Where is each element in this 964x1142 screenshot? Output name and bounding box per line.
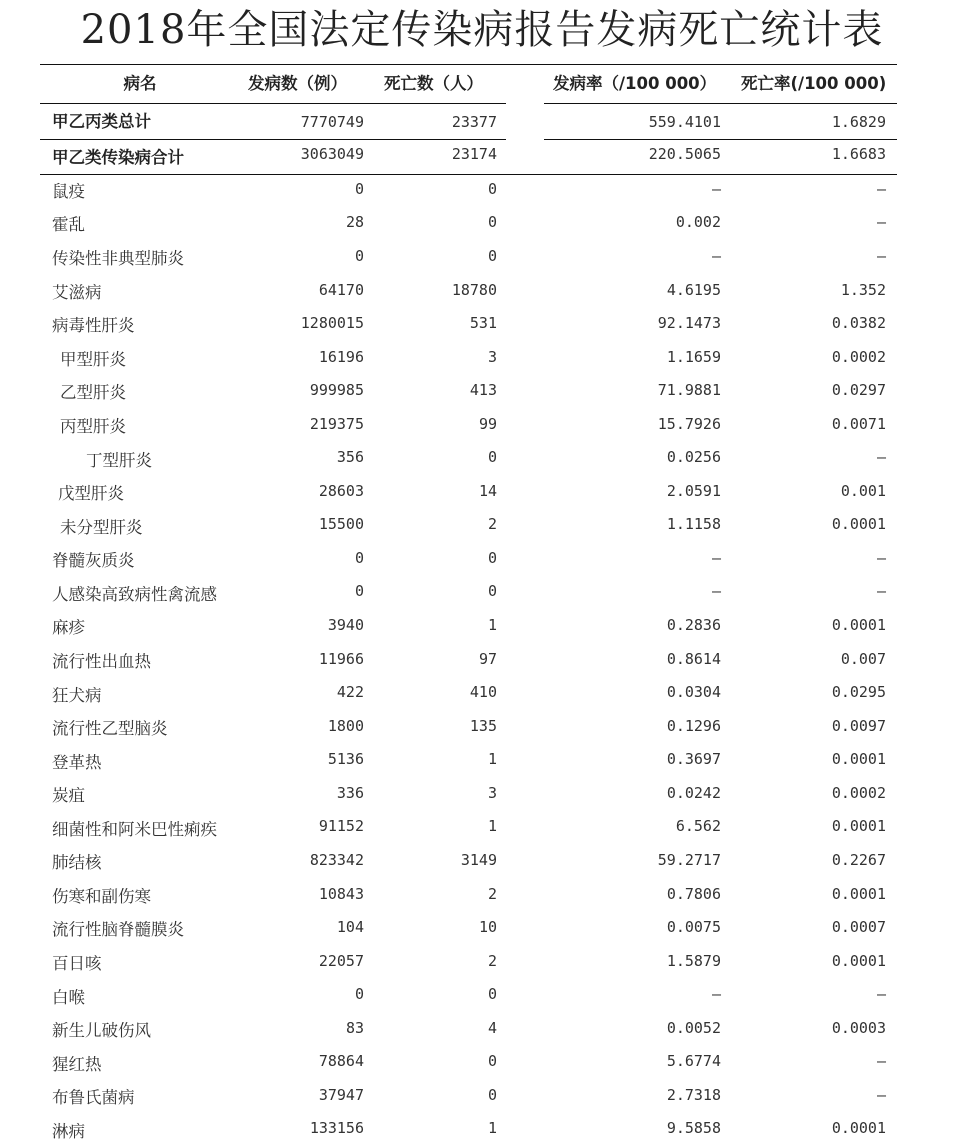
disease-name-cell: 传染性非典型肺炎 <box>52 249 184 268</box>
deaths-cell: 18780 <box>451 281 497 299</box>
disease-name-cell: 新生儿破伤风 <box>52 1021 151 1040</box>
death-rate-cell: – <box>876 213 886 231</box>
deaths-cell: 3 <box>487 784 497 802</box>
cases-cell: 28 <box>345 213 364 231</box>
deaths-cell: 2 <box>487 952 497 970</box>
death-rate-cell: 0.0002 <box>831 348 886 366</box>
death-rate-cell: – <box>876 582 886 600</box>
cases-cell: 219375 <box>309 415 364 433</box>
incidence-rate-cell: 59.2717 <box>657 851 721 869</box>
death-rate-cell: 0.0001 <box>831 750 886 768</box>
death-rate-cell: 0.0071 <box>831 415 886 433</box>
disease-name-cell: 乙型肝炎 <box>60 383 126 402</box>
death-rate-cell: – <box>876 1052 886 1070</box>
deaths-cell: 0 <box>487 985 497 1003</box>
incidence-rate-cell: 220.5065 <box>648 145 721 163</box>
death-rate-cell: – <box>876 985 886 1003</box>
disease-name-cell: 炭疽 <box>52 786 85 805</box>
incidence-rate-cell: – <box>711 985 721 1003</box>
deaths-cell: 0 <box>487 213 497 231</box>
deaths-cell: 0 <box>487 1086 497 1104</box>
death-rate-cell: 0.0001 <box>831 616 886 634</box>
deaths-cell: 1 <box>487 817 497 835</box>
deaths-cell: 0 <box>487 448 497 466</box>
header-rule-left <box>40 103 506 104</box>
death-rate-cell: 0.0002 <box>831 784 886 802</box>
disease-name-cell: 霍乱 <box>52 215 85 234</box>
incidence-rate-cell: 0.3697 <box>666 750 721 768</box>
incidence-rate-cell: 2.0591 <box>666 482 721 500</box>
incidence-rate-cell: 6.562 <box>675 817 721 835</box>
incidence-rate-cell: 0.0256 <box>666 448 721 466</box>
deaths-cell: 23377 <box>451 113 497 131</box>
incidence-rate-cell: 0.0304 <box>666 683 721 701</box>
header-death-rate: 死亡率(/100 000) <box>741 74 887 93</box>
death-rate-cell: – <box>876 448 886 466</box>
deaths-cell: 2 <box>487 515 497 533</box>
cases-cell: 37947 <box>318 1086 364 1104</box>
death-rate-cell: 0.0297 <box>831 381 886 399</box>
disease-name-cell: 甲型肝炎 <box>60 350 126 369</box>
cases-cell: 999985 <box>309 381 364 399</box>
disease-name-cell: 百日咳 <box>52 954 102 973</box>
death-rate-cell: 0.0382 <box>831 314 886 332</box>
incidence-rate-cell: 1.5879 <box>666 952 721 970</box>
incidence-rate-cell: 0.1296 <box>666 717 721 735</box>
deaths-cell: 0 <box>487 549 497 567</box>
cases-cell: 83 <box>345 1019 364 1037</box>
cases-cell: 91152 <box>318 817 364 835</box>
deaths-cell: 0 <box>487 582 497 600</box>
total-rule-right <box>544 139 897 140</box>
cases-cell: 5136 <box>327 750 364 768</box>
disease-name-cell: 脊髓灰质炎 <box>52 551 135 570</box>
death-rate-cell: 0.001 <box>840 482 886 500</box>
disease-name-cell: 甲乙丙类总计 <box>52 112 151 131</box>
death-rate-cell: 0.0001 <box>831 1119 886 1137</box>
disease-name-cell: 丁型肝炎 <box>86 451 152 470</box>
disease-name-cell: 布鲁氏菌病 <box>52 1088 135 1107</box>
cases-cell: 0 <box>354 180 364 198</box>
deaths-cell: 99 <box>478 415 497 433</box>
incidence-rate-cell: 0.0075 <box>666 918 721 936</box>
header-incidence-rate: 发病率（/100 000） <box>553 74 717 93</box>
incidence-rate-cell: 5.6774 <box>666 1052 721 1070</box>
disease-name-cell: 甲乙类传染病合计 <box>52 148 184 167</box>
header-deaths: 死亡数（人） <box>384 74 483 93</box>
cases-cell: 823342 <box>309 851 364 869</box>
incidence-rate-cell: 15.7926 <box>657 415 721 433</box>
cases-cell: 0 <box>354 549 364 567</box>
disease-name-cell: 流行性脑脊髓膜炎 <box>52 920 184 939</box>
incidence-rate-cell: 0.7806 <box>666 885 721 903</box>
death-rate-cell: 1.6829 <box>831 113 886 131</box>
death-rate-cell: 0.0295 <box>831 683 886 701</box>
death-rate-cell: – <box>876 1086 886 1104</box>
cases-cell: 104 <box>336 918 364 936</box>
cases-cell: 422 <box>336 683 364 701</box>
incidence-rate-cell: – <box>711 549 721 567</box>
cases-cell: 1800 <box>327 717 364 735</box>
disease-name-cell: 艾滋病 <box>52 283 102 302</box>
incidence-rate-cell: 9.5858 <box>666 1119 721 1137</box>
cases-cell: 7770749 <box>300 113 364 131</box>
table-top-rule <box>40 64 897 65</box>
deaths-cell: 1 <box>487 616 497 634</box>
disease-name-cell: 丙型肝炎 <box>60 417 126 436</box>
cases-cell: 133156 <box>309 1119 364 1137</box>
death-rate-cell: 0.0007 <box>831 918 886 936</box>
incidence-rate-cell: 2.7318 <box>666 1086 721 1104</box>
disease-name-cell: 白喉 <box>52 988 85 1007</box>
disease-name-cell: 病毒性肝炎 <box>52 316 135 335</box>
deaths-cell: 531 <box>469 314 497 332</box>
disease-name-cell: 伤寒和副伤寒 <box>52 887 151 906</box>
incidence-rate-cell: 1.1659 <box>666 348 721 366</box>
cases-cell: 15500 <box>318 515 364 533</box>
deaths-cell: 14 <box>478 482 497 500</box>
death-rate-cell: 1.352 <box>840 281 886 299</box>
death-rate-cell: 0.007 <box>840 650 886 668</box>
cases-cell: 0 <box>354 247 364 265</box>
incidence-rate-cell: – <box>711 582 721 600</box>
disease-name-cell: 麻疹 <box>52 618 85 637</box>
cases-cell: 1280015 <box>300 314 364 332</box>
deaths-cell: 97 <box>478 650 497 668</box>
incidence-rate-cell: 4.6195 <box>666 281 721 299</box>
incidence-rate-cell: 0.2836 <box>666 616 721 634</box>
deaths-cell: 135 <box>469 717 497 735</box>
death-rate-cell: 0.0097 <box>831 717 886 735</box>
cases-cell: 28603 <box>318 482 364 500</box>
cases-cell: 0 <box>354 582 364 600</box>
incidence-rate-cell: – <box>711 247 721 265</box>
incidence-rate-cell: 71.9881 <box>657 381 721 399</box>
disease-name-cell: 狂犬病 <box>52 686 102 705</box>
disease-name-cell: 戊型肝炎 <box>58 484 124 503</box>
disease-name-cell: 猩红热 <box>52 1055 102 1074</box>
total-rule-left <box>40 139 506 140</box>
death-rate-cell: 0.0001 <box>831 515 886 533</box>
deaths-cell: 3149 <box>460 851 497 869</box>
deaths-cell: 3 <box>487 348 497 366</box>
incidence-rate-cell: 1.1158 <box>666 515 721 533</box>
deaths-cell: 2 <box>487 885 497 903</box>
deaths-cell: 1 <box>487 750 497 768</box>
deaths-cell: 0 <box>487 180 497 198</box>
incidence-rate-cell: 0.0242 <box>666 784 721 802</box>
death-rate-cell: 0.0001 <box>831 885 886 903</box>
incidence-rate-cell: 559.4101 <box>648 113 721 131</box>
deaths-cell: 413 <box>469 381 497 399</box>
header-disease-name: 病名 <box>123 74 157 93</box>
incidence-rate-cell: 92.1473 <box>657 314 721 332</box>
disease-name-cell: 登革热 <box>52 753 102 772</box>
deaths-cell: 0 <box>487 247 497 265</box>
deaths-cell: 1 <box>487 1119 497 1137</box>
cases-cell: 3063049 <box>300 145 364 163</box>
incidence-rate-cell: – <box>711 180 721 198</box>
cases-cell: 22057 <box>318 952 364 970</box>
death-rate-cell: – <box>876 247 886 265</box>
header-cases: 发病数（例） <box>248 74 347 93</box>
cases-cell: 78864 <box>318 1052 364 1070</box>
page-title: 2018年全国法定传染病报告发病死亡统计表 <box>80 7 884 53</box>
cases-cell: 336 <box>336 784 364 802</box>
incidence-rate-cell: 0.002 <box>675 213 721 231</box>
deaths-cell: 4 <box>487 1019 497 1037</box>
incidence-rate-cell: 0.0052 <box>666 1019 721 1037</box>
death-rate-cell: 0.0001 <box>831 952 886 970</box>
subtotal-rule <box>40 174 897 175</box>
death-rate-cell: 0.2267 <box>831 851 886 869</box>
disease-name-cell: 未分型肝炎 <box>60 518 143 537</box>
disease-name-cell: 流行性乙型脑炎 <box>52 719 168 738</box>
cases-cell: 3940 <box>327 616 364 634</box>
deaths-cell: 23174 <box>451 145 497 163</box>
death-rate-cell: 0.0003 <box>831 1019 886 1037</box>
cases-cell: 16196 <box>318 348 364 366</box>
deaths-cell: 0 <box>487 1052 497 1070</box>
deaths-cell: 10 <box>478 918 497 936</box>
cases-cell: 356 <box>336 448 364 466</box>
incidence-rate-cell: 0.8614 <box>666 650 721 668</box>
cases-cell: 0 <box>354 985 364 1003</box>
disease-name-cell: 流行性出血热 <box>52 652 151 671</box>
death-rate-cell: – <box>876 549 886 567</box>
header-rule-right <box>544 103 897 104</box>
death-rate-cell: 1.6683 <box>831 145 886 163</box>
disease-name-cell: 鼠疫 <box>52 182 85 201</box>
death-rate-cell: 0.0001 <box>831 817 886 835</box>
cases-cell: 10843 <box>318 885 364 903</box>
disease-name-cell: 肺结核 <box>52 853 102 872</box>
disease-name-cell: 人感染高致病性禽流感 <box>52 585 217 604</box>
disease-name-cell: 淋病 <box>52 1122 85 1141</box>
cases-cell: 11966 <box>318 650 364 668</box>
death-rate-cell: – <box>876 180 886 198</box>
deaths-cell: 410 <box>469 683 497 701</box>
disease-name-cell: 细菌性和阿米巴性痢疾 <box>52 820 217 839</box>
cases-cell: 64170 <box>318 281 364 299</box>
